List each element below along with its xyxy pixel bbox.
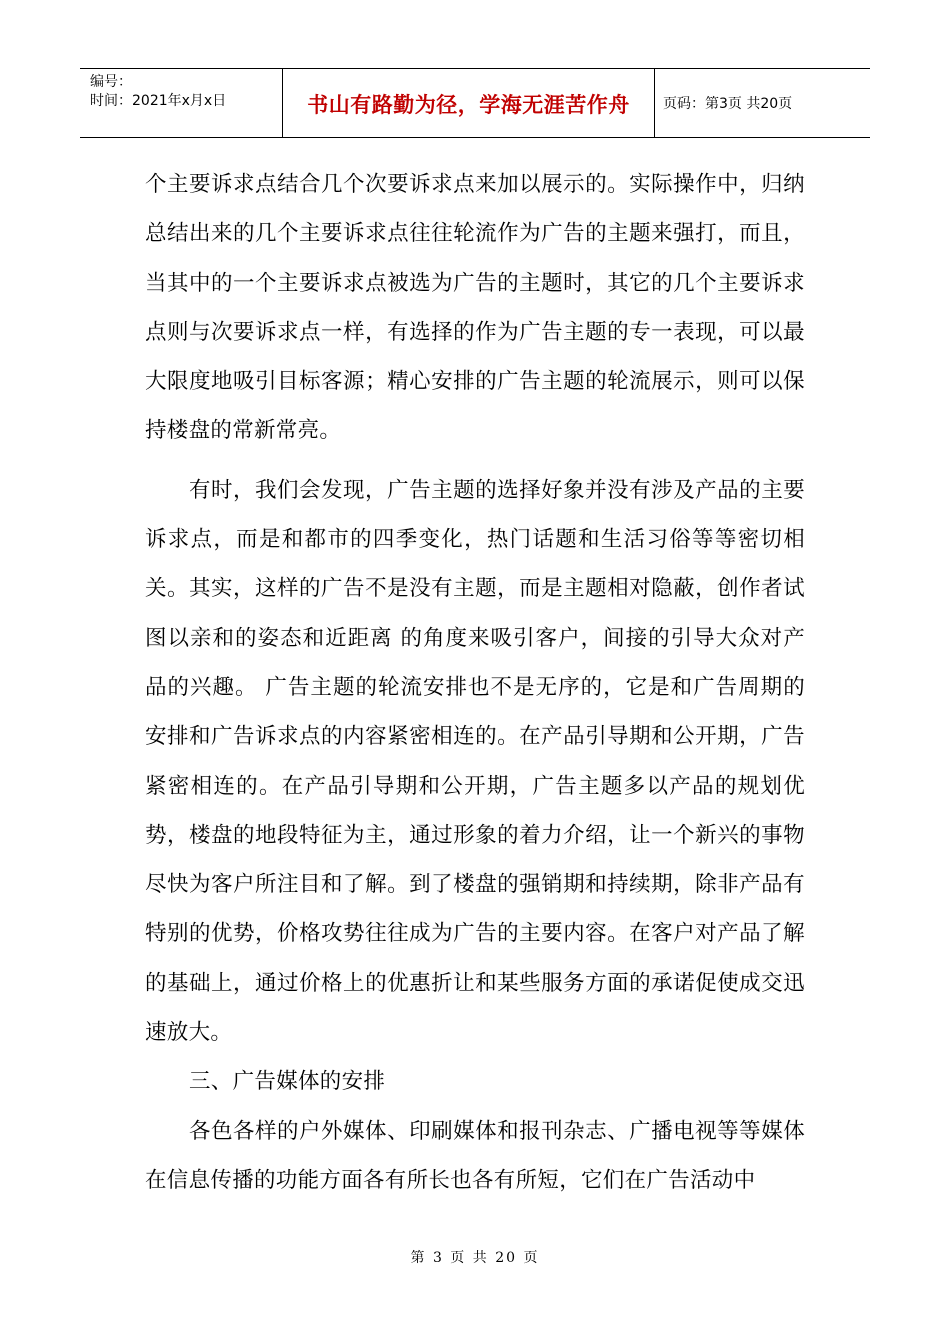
section-heading: 三、广告媒体的安排 bbox=[189, 1069, 386, 1095]
paragraph-3: 各色各样的户外媒体、印刷媒体和报刊杂志、广播电视等等媒体在信息传播的功能方面各有所长也各有所短，它们在广告活动中 bbox=[145, 1118, 805, 1193]
header-page-info: 页码：第3页 共20页 bbox=[663, 96, 793, 112]
header-motto-cell bbox=[283, 69, 655, 137]
page-footer: 第 3 页 共 20 页 bbox=[410, 1250, 540, 1266]
header-motto: 书山有路勤为径，学海无涯苦作舟 bbox=[307, 93, 630, 117]
paragraph-1: 个主要诉求点结合几个次要诉求点来加以展示的。实际操作中，归纳总结出来的几个主要诉求点往往轮流作为广告的主题来强打，而且，当其中的一个主要诉求点被选为广告的主题时，其它的几个主要诉求点则与次要诉求点一样，有选择的作为广告主题的专一表现，可以最大限度地吸引目标客源；精心安排的广告主题的轮流展示，则可以保持楼盘的常新常亮。 bbox=[145, 172, 805, 444]
header-meta bbox=[80, 69, 283, 137]
document-body bbox=[145, 160, 805, 1205]
doc-date-label: 时间：2021年x月x日 bbox=[90, 93, 227, 109]
document-header bbox=[80, 68, 870, 138]
paragraph-2: 有时，我们会发现，广告主题的选择好象并没有涉及产品的主要诉求点，而是和都市的四季变化，热门话题和生活习俗等等密切相关。其实，这样的广告不是没有主题，而是主题相对隐蔽，创作者试图以亲和的姿态和近距离 的角度来吸引客户，间接的引导大众对产品的兴趣。 广告主题的轮流安排也不是无序的，它是和广告周期的安排和广告诉求点的内容紧密相连的。在产品引导期和公开期，广告紧密相连的。在产品引导期和公开期，广告主题多以产品的规划优势，楼盘的地段特征为主，通过形象的着力介绍，让一个新兴的事物尽快为客户所注目和了解。到了楼盘的强销期和持续期，除非产品有特别的优势，价格攻势往往成为广告的主要内容。在客户对产品了解的基础上，通过价格上的优惠折让和某些服务方面的承诺促使成交迅速放大。 bbox=[145, 477, 805, 1046]
doc-number-label: 编号： bbox=[90, 74, 132, 90]
